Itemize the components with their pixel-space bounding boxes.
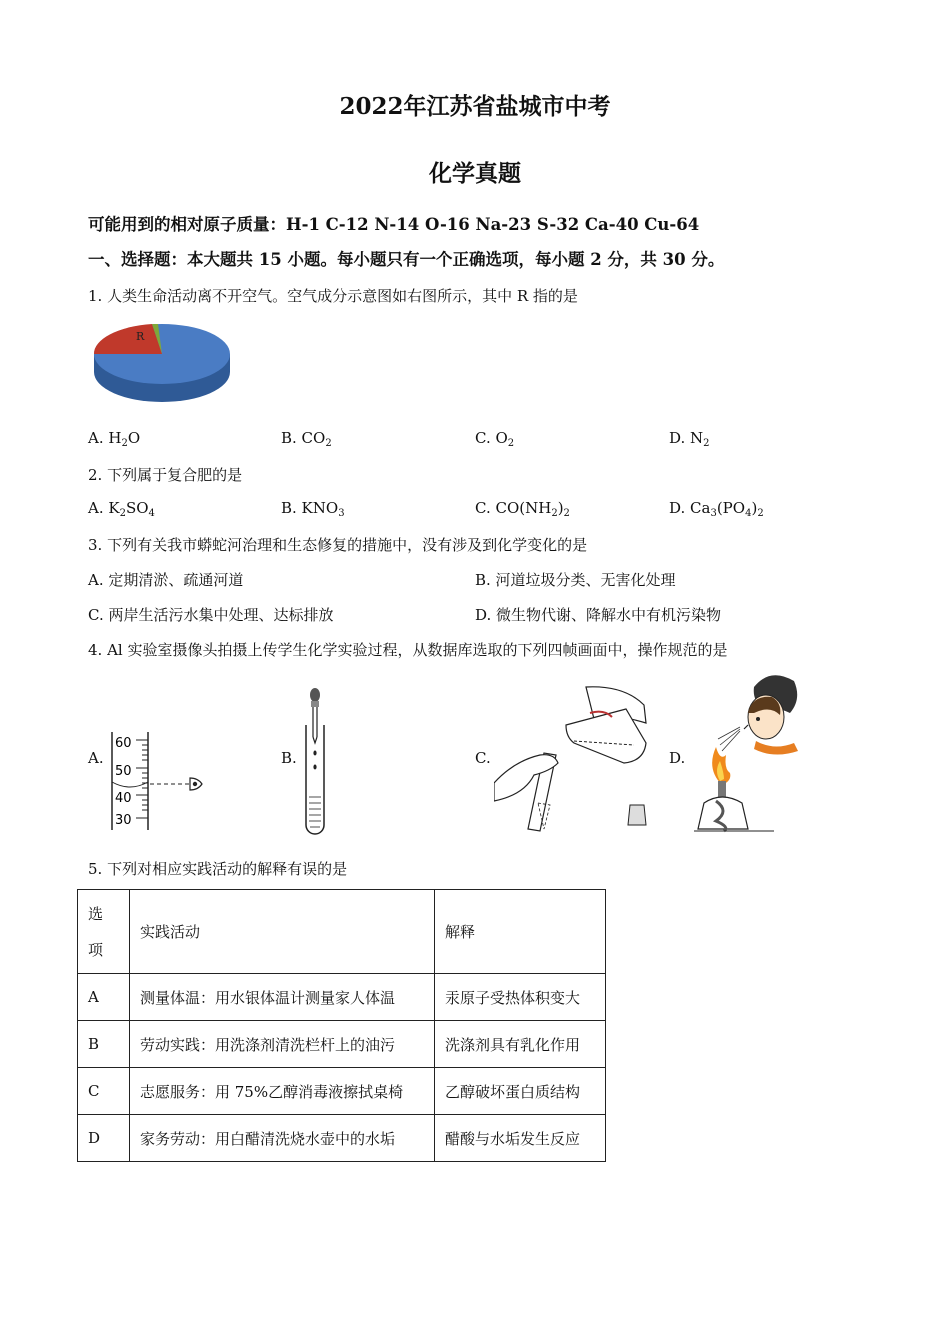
section-heading: 一、选择题：本大题共 15 小题。每小题只有一个正确选项，每小题 2 分，共 30 分。 bbox=[88, 250, 725, 269]
table-row[interactable] bbox=[78, 1068, 606, 1115]
q2-option-c[interactable]: C. $CO(NH_2)_2$ bbox=[475, 499, 570, 519]
q4-stem: 4. Al 实验室摄像头拍摄上传学生化学实验过程，从数据库选取的下列四帧画面中，操作规范的是 bbox=[88, 641, 728, 659]
pouring-liquid-icon bbox=[494, 683, 654, 833]
row-activity: 家务劳动：用白醋清洗烧水壶中的水垢 bbox=[130, 1115, 435, 1162]
header-activity-cell: 实践活动 bbox=[130, 890, 435, 974]
q4-option-a[interactable]: A. bbox=[88, 749, 104, 767]
table-row[interactable] bbox=[78, 1021, 606, 1068]
row-activity: 志愿服务：用 75%乙醇消毒液擦拭桌椅 bbox=[130, 1068, 435, 1115]
graduated-cylinder-icon bbox=[106, 730, 211, 834]
tick-label-50: 50 bbox=[115, 764, 132, 779]
table-row[interactable] bbox=[78, 974, 606, 1021]
q2-stem: 2. 下列属于复合肥的是 bbox=[88, 466, 243, 484]
pie-label-r: R bbox=[136, 330, 145, 343]
q1-option-a[interactable]: A. $H_2O$ bbox=[88, 429, 141, 449]
table-row[interactable] bbox=[78, 1115, 606, 1162]
row-option: B bbox=[78, 1021, 130, 1068]
exam-title: 2022年江苏省盐城市中考 bbox=[339, 93, 611, 120]
header-option-cell: 选 项 bbox=[78, 890, 130, 974]
dropper-test-tube-icon bbox=[300, 687, 330, 835]
row-explain: 乙醇破坏蛋白质结构 bbox=[435, 1068, 606, 1115]
q4-option-d[interactable]: D. bbox=[669, 749, 686, 767]
row-explain: 醋酸与水垢发生反应 bbox=[435, 1115, 606, 1162]
q3-option-d[interactable]: D. 微生物代谢、降解水中有机污染物 bbox=[475, 606, 722, 624]
tick-label-30: 30 bbox=[115, 813, 132, 828]
q3-stem: 3. 下列有关我市蟒蛇河治理和生态修复的措施中，没有涉及到化学变化的是 bbox=[88, 536, 588, 554]
row-option: D bbox=[78, 1115, 130, 1162]
row-explain: 洗涤剂具有乳化作用 bbox=[435, 1021, 606, 1068]
tick-label-60: 60 bbox=[115, 736, 132, 751]
atomic-mass-line: 可能用到的相对原子质量：H-1 C-12 N-14 O-16 Na-23 S-32 Ca-40 Cu-64 bbox=[88, 215, 700, 234]
exam-subtitle: 化学真题 bbox=[429, 160, 521, 187]
q3-option-c[interactable]: C. 两岸生活污水集中处理、达标排放 bbox=[88, 606, 334, 624]
q1-option-b[interactable]: B. $CO_2$ bbox=[281, 429, 332, 449]
q5-stem: 5. 下列对相应实践活动的解释有误的是 bbox=[88, 860, 348, 878]
q2-option-a[interactable]: A. $K_2SO_4$ bbox=[88, 499, 155, 519]
q2-option-d[interactable]: D. $Ca_3(PO_4)_2$ bbox=[669, 499, 764, 519]
q4-option-b[interactable]: B. bbox=[281, 749, 297, 767]
header-explain-cell: 解释 bbox=[435, 890, 606, 974]
row-activity: 测量体温：用水银体温计测量家人体温 bbox=[130, 974, 435, 1021]
q4-option-c[interactable]: C. bbox=[475, 749, 491, 767]
q1-stem: 1. 人类生命活动离不开空气。空气成分示意图如右图所示，其中 R 指的是 bbox=[88, 287, 578, 305]
q3-option-b[interactable]: B. 河道垃圾分类、无害化处理 bbox=[475, 571, 676, 589]
tick-label-40: 40 bbox=[115, 791, 132, 806]
row-activity: 劳动实践：用洗涤剂清洗栏杆上的油污 bbox=[130, 1021, 435, 1068]
q5-answer-table bbox=[77, 889, 606, 1162]
row-explain: 汞原子受热体积变大 bbox=[435, 974, 606, 1021]
blowing-out-lamp-icon bbox=[694, 669, 806, 835]
q3-option-a[interactable]: A. 定期清淤、疏通河道 bbox=[88, 571, 244, 589]
air-composition-pie-icon bbox=[90, 314, 235, 406]
row-option: C bbox=[78, 1068, 130, 1115]
q1-option-d[interactable]: D. $N_2$ bbox=[669, 429, 710, 449]
row-option: A bbox=[78, 974, 130, 1021]
q1-option-c[interactable]: C. $O_2$ bbox=[475, 429, 515, 449]
q2-option-b[interactable]: B. $KNO_3$ bbox=[281, 499, 345, 519]
table-header-row bbox=[78, 890, 606, 974]
